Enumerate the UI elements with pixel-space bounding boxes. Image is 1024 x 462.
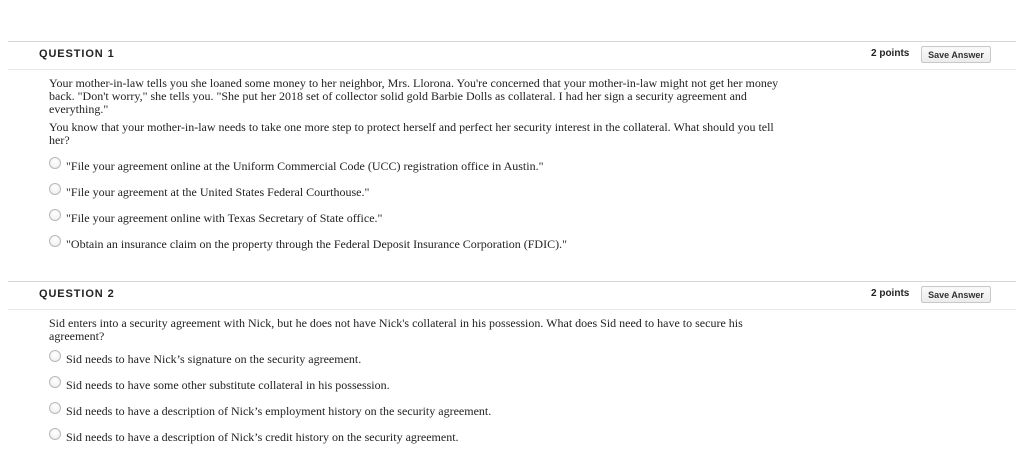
- question-1-save-answer-button[interactable]: Save Answer: [921, 46, 991, 63]
- question-2-options: [49, 346, 789, 450]
- question-1-option-1-radio[interactable]: [49, 157, 61, 169]
- question-2-option-3-label: Sid needs to have a description of Nick’s employment history on the security agreement.: [66, 403, 492, 418]
- question-1-option-3-label: "File your agreement online with Texas Secretary of State office.": [66, 210, 383, 225]
- question-1-option-3-radio[interactable]: [49, 209, 61, 221]
- question-2-title: QUESTION 2: [39, 288, 115, 300]
- question-2-option-1[interactable]: [49, 346, 789, 372]
- question-2-option-4-radio[interactable]: [49, 428, 61, 440]
- question-2-option-4[interactable]: [49, 424, 789, 450]
- question-2-points: 2 points: [871, 288, 910, 299]
- question-2: [8, 281, 1016, 450]
- question-2-save-answer-button[interactable]: Save Answer: [921, 286, 991, 303]
- question-2-option-2-label: Sid needs to have some other substitute collateral in his possession.: [66, 377, 390, 392]
- question-1: [8, 41, 1016, 257]
- question-1-option-4-radio[interactable]: [49, 235, 61, 247]
- question-1-option-3[interactable]: [49, 205, 789, 231]
- question-1-option-4-label: "Obtain an insurance claim on the property through the Federal Deposit Insurance Corporation (FDIC).": [66, 236, 567, 251]
- question-2-option-4-label: Sid needs to have a description of Nick’s credit history on the security agreement.: [66, 429, 459, 444]
- question-1-option-1[interactable]: [49, 153, 789, 179]
- question-2-text: Sid enters into a security agreement with Nick, but he does not have Nick's collateral in his possession. What does Sid need to have to secure his agreement?: [49, 316, 743, 343]
- question-2-body: [49, 310, 789, 450]
- question-1-option-2-radio[interactable]: [49, 183, 61, 195]
- question-1-text: Your mother-in-law tells you she loaned some money to her neighbor, Mrs. Llorona. You're concerned that your mother-in-law might not get her money back. "Don't worry," she tells you. "She put her 2018 set of collector solid gold Barbie Dolls as collateral. I had her sign a security agreement and everything.": [49, 76, 779, 116]
- question-1-options: [49, 153, 789, 257]
- question-1-body: [49, 70, 789, 257]
- question-1-title: QUESTION 1: [39, 48, 115, 60]
- question-1-option-1-label: "File your agreement online at the Uniform Commercial Code (UCC) registration office in Austin.": [66, 158, 544, 173]
- question-2-option-2-radio[interactable]: [49, 376, 61, 388]
- question-2-option-3-radio[interactable]: [49, 402, 61, 414]
- question-1-header: [8, 41, 1016, 70]
- question-2-option-3[interactable]: [49, 398, 789, 424]
- question-1-option-2-label: "File your agreement at the United States Federal Courthouse.": [66, 184, 370, 199]
- question-1-points: 2 points: [871, 48, 910, 59]
- question-2-header: [8, 281, 1016, 310]
- question-2-option-2[interactable]: [49, 372, 789, 398]
- question-1-prompt: You know that your mother-in-law needs to take one more step to protect herself and perfect her security interest in the collateral. What should you tell her?: [49, 120, 774, 147]
- question-1-option-4[interactable]: [49, 231, 789, 257]
- question-2-option-1-label: Sid needs to have Nick’s signature on the security agreement.: [66, 351, 362, 366]
- question-2-option-1-radio[interactable]: [49, 350, 61, 362]
- question-1-option-2[interactable]: [49, 179, 789, 205]
